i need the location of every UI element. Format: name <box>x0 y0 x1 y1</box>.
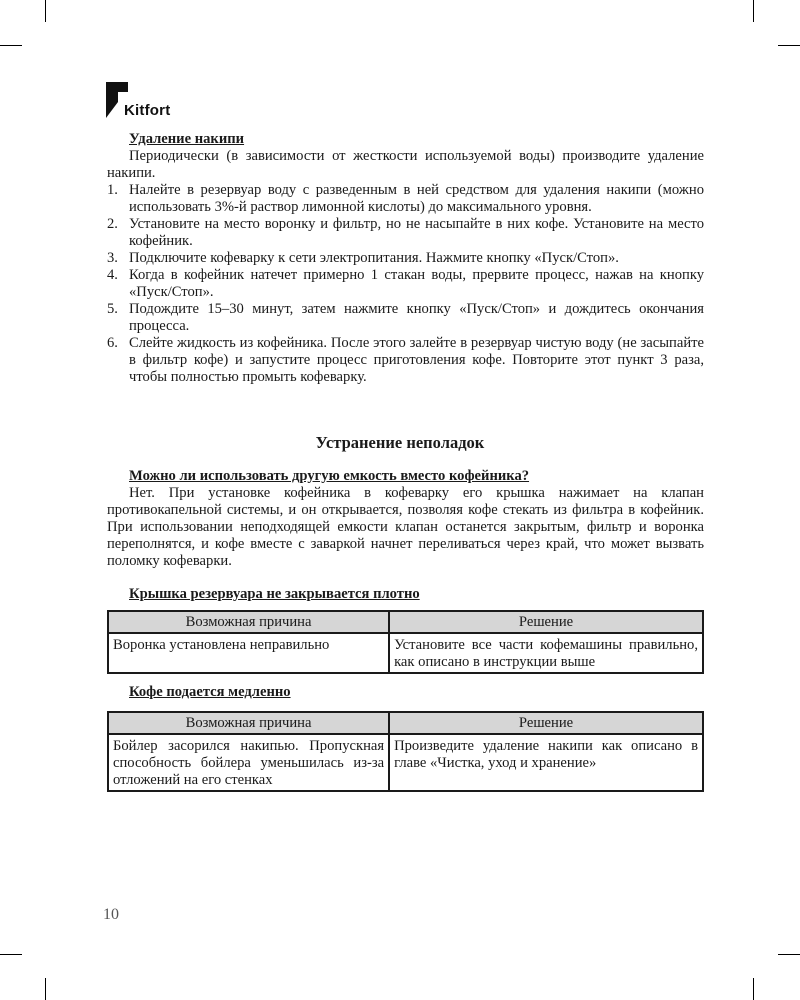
crop-mark <box>778 954 800 955</box>
table-header-row <box>108 611 703 633</box>
step-text: Подождите 15–30 минут, затем нажмите кнопку «Пуск/Стоп» и дождитесь окончания процесса. <box>129 301 704 334</box>
step-text: Когда в кофейник натечет примерно 1 стакан воды, прервите процесс, нажав на кнопку «Пуск/Стоп». <box>129 267 704 300</box>
step-number: 6. <box>107 335 118 351</box>
step-number: 5. <box>107 301 118 317</box>
table-row <box>108 633 703 673</box>
list-item <box>107 335 704 386</box>
table-header-row <box>108 712 703 734</box>
step-number: 2. <box>107 216 118 232</box>
solution-cell: Произведите удаление накипи как описано в главе «Чистка, уход и хранение» <box>389 734 703 791</box>
descaling-intro: Периодически (в зависимости от жесткости используемой воды) производите удаление накипи. <box>107 148 704 181</box>
page-number: 10 <box>103 906 119 923</box>
cause-cell: Бойлер засорился накипью. Пропускная способность бойлера уменьшилась из-за отложений на его стенках <box>108 734 389 791</box>
solution-cell: Установите все части кофемашины правильно, как описано в инструкции выше <box>389 633 703 673</box>
column-header-solution: Решение <box>389 611 703 633</box>
faq-block <box>107 468 704 570</box>
table-2-heading: Кофе подается медленно <box>129 684 291 700</box>
descaling-heading: Удаление накипи <box>129 131 245 147</box>
step-text: Налейте в резервуар воду с разведенным в ней средством для удаления накипи (можно использовать 3%-й раствор лимонной кислоты) до максимального уровня. <box>129 182 704 215</box>
list-item <box>107 216 704 250</box>
list-item <box>107 267 704 301</box>
crop-mark <box>0 45 22 46</box>
column-header-cause: Возможная причина <box>108 611 389 633</box>
faq-answer: Нет. При установке кофейника в кофеварку его крышка нажимает на клапан противокапельной системы, и он открывается, позволяя кофе стекать из фильтра в кофейник. При использовании неподходящей емкости клапан останется закрытым, фильтр и воронка переполнятся, и кофе вместе с заваркой начнет переливаться через край, что может вызвать поломку кофеварки. <box>107 485 704 569</box>
list-item <box>107 250 704 267</box>
cause-cell: Воронка установлена неправильно <box>108 633 389 673</box>
faq-question: Можно ли использовать другую емкость вместо кофейника? <box>129 468 530 484</box>
crop-mark <box>753 978 754 1000</box>
brand-name: Kitfort <box>124 102 171 119</box>
crop-mark <box>778 45 800 46</box>
table-1-heading: Крышка резервуара не закрывается плотно <box>129 586 420 602</box>
list-item <box>107 301 704 335</box>
crop-mark <box>0 954 22 955</box>
troubleshooting-table-2 <box>107 711 704 792</box>
step-number: 1. <box>107 182 118 198</box>
step-number: 3. <box>107 250 118 266</box>
step-text: Установите на место воронку и фильтр, но не насыпайте в них кофе. Установите на место кофейник. <box>129 216 704 249</box>
column-header-cause: Возможная причина <box>108 712 389 734</box>
crop-mark <box>753 0 754 22</box>
descaling-steps <box>107 182 704 386</box>
descaling-section <box>107 131 704 386</box>
section-title: Устранение неполадок <box>315 433 485 452</box>
list-item <box>107 182 704 216</box>
crop-mark <box>45 978 46 1000</box>
crop-mark <box>45 0 46 22</box>
troubleshooting-table-1 <box>107 610 704 674</box>
column-header-solution: Решение <box>389 712 703 734</box>
table-row <box>108 734 703 791</box>
step-text: Подключите кофеварку к сети электропитания. Нажмите кнопку «Пуск/Стоп». <box>129 250 619 266</box>
step-number: 4. <box>107 267 118 283</box>
step-text: Слейте жидкость из кофейника. После этого залейте в резервуар чистую воду (не засыпайте в фильтр кофе) и запустите процесс приготовления кофе. Повторите этот пункт 3 раза, чтобы полностью промыть кофеварку. <box>129 335 704 385</box>
